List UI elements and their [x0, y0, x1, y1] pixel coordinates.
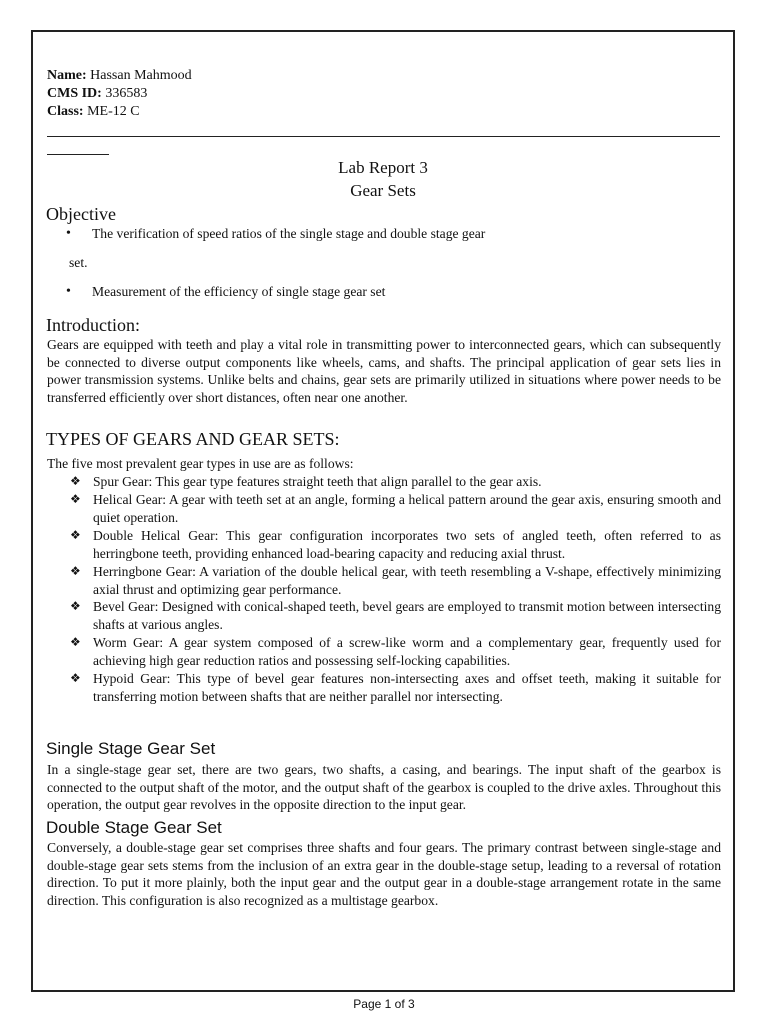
objective-bullet-2-text: Measurement of the efficiency of single stage gear set: [92, 284, 386, 299]
gear-type-text: Hypoid Gear: This type of bevel gear features non-intersecting axes and offset teeth, making it suitable for transferring motion between shafts that are neither parallel nor intersecting.: [93, 671, 721, 704]
gear-type-item-herringbone: [70, 563, 721, 598]
gear-type-item-bevel: [70, 598, 721, 633]
gear-type-item-worm: [70, 634, 721, 669]
diamond-bullet-icon: ❖: [70, 474, 81, 488]
introduction-heading: Introduction:: [46, 315, 140, 335]
gear-type-text: Worm Gear: A gear system composed of a screw-like worm and a complementary gear, frequently used for achieving high gear reduction ratios and possessing self-locking capabilities.: [93, 635, 721, 668]
double-stage-heading: Double Stage Gear Set: [46, 818, 222, 837]
bullet-dot-icon: •: [66, 226, 71, 241]
gear-type-item-spur: [70, 473, 721, 491]
class-label: Class:: [47, 104, 84, 119]
class-value: ME-12 C: [87, 104, 140, 119]
objective-bullet-1-continuation: set.: [69, 255, 88, 270]
gear-type-text: Spur Gear: This gear type features straight teeth that align parallel to the gear axis.: [93, 474, 542, 489]
gear-type-item-hypoid: [70, 670, 721, 705]
gear-types-heading: TYPES OF GEARS AND GEAR SETS:: [46, 429, 340, 449]
gear-type-item-helical: [70, 491, 721, 526]
single-stage-heading: Single Stage Gear Set: [46, 739, 216, 758]
single-stage-paragraph: In a single-stage gear set, there are two gears, two shafts, a casing, and bearings. The input shaft of the gearbox is connected to the output shaft of the motor, and the output shaft of the gearbox is coupled to the drive axles. Throughout this operation, the output gear revolves in the opposite direction to the input gear.: [47, 762, 721, 813]
bullet-dot-icon: •: [66, 284, 71, 299]
gear-type-item-double-helical: [70, 527, 721, 562]
diamond-bullet-icon: ❖: [70, 528, 81, 542]
gear-type-text: Double Helical Gear: This gear configuration incorporates two sets of angled teeth, often referred to as herringbone teeth, providing enhanced load-bearing capacity and reducing axial thrust.: [93, 528, 721, 561]
objective-heading: Objective: [46, 204, 116, 224]
header-divider-line: [47, 136, 720, 137]
name-field: [47, 67, 192, 85]
gear-type-text: Helical Gear: A gear with teeth set at an angle, forming a helical pattern around the gear axis, ensuring smooth and quiet operation.: [93, 492, 721, 525]
diamond-bullet-icon: ❖: [70, 564, 81, 578]
name-label: Name:: [47, 68, 87, 83]
double-stage-paragraph: Conversely, a double-stage gear set comprises three shafts and four gears. The primary contrast between single-stage and double-stage gear sets stems from the inclusion of an extra gear in the double-stage setup, leading to a reversal of rotation direction. To put it more plainly, both the input gear and the output gear in a double-stage arrangement rotate in the same direction. This configuration is also recognized as a multistage gearbox.: [47, 840, 721, 908]
gear-types-intro: The five most prevalent gear types in use are as follows:: [47, 456, 354, 471]
diamond-bullet-icon: ❖: [70, 671, 81, 685]
report-title: Lab Report 3: [338, 158, 428, 177]
diamond-bullet-icon: ❖: [70, 635, 81, 649]
objective-bullet-1-text: The verification of speed ratios of the single stage and double stage gear: [92, 226, 486, 241]
cms-id-label: CMS ID:: [47, 86, 102, 101]
page-number: Page 1 of 3: [353, 997, 415, 1011]
class-field: [47, 103, 140, 121]
cms-id-value: 336583: [105, 86, 148, 101]
gear-type-text: Herringbone Gear: A variation of the double helical gear, with teeth resembling a V-shape, effectively minimizing axial thrust and optimizing gear performance.: [93, 564, 721, 597]
diamond-bullet-icon: ❖: [70, 599, 81, 613]
report-subtitle: Gear Sets: [350, 181, 416, 200]
gear-type-text: Bevel Gear: Designed with conical-shaped teeth, bevel gears are employed to transmit motion between intersecting shafts at various angles.: [93, 599, 721, 632]
header-divider-tail: [47, 154, 109, 155]
introduction-paragraph: Gears are equipped with teeth and play a vital role in transmitting power to interconnected gears, which can subsequently be connected to diverse output components like wheels, cams, and shafts. The principal application of gear sets lies in power transmission systems. Unlike belts and chains, gear sets are primarily utilized in situations where power needs to be transferred efficiently over short distances, often near one another.: [47, 337, 721, 405]
cms-id-field: [47, 85, 147, 103]
name-value: Hassan Mahmood: [90, 68, 192, 83]
diamond-bullet-icon: ❖: [70, 492, 81, 506]
